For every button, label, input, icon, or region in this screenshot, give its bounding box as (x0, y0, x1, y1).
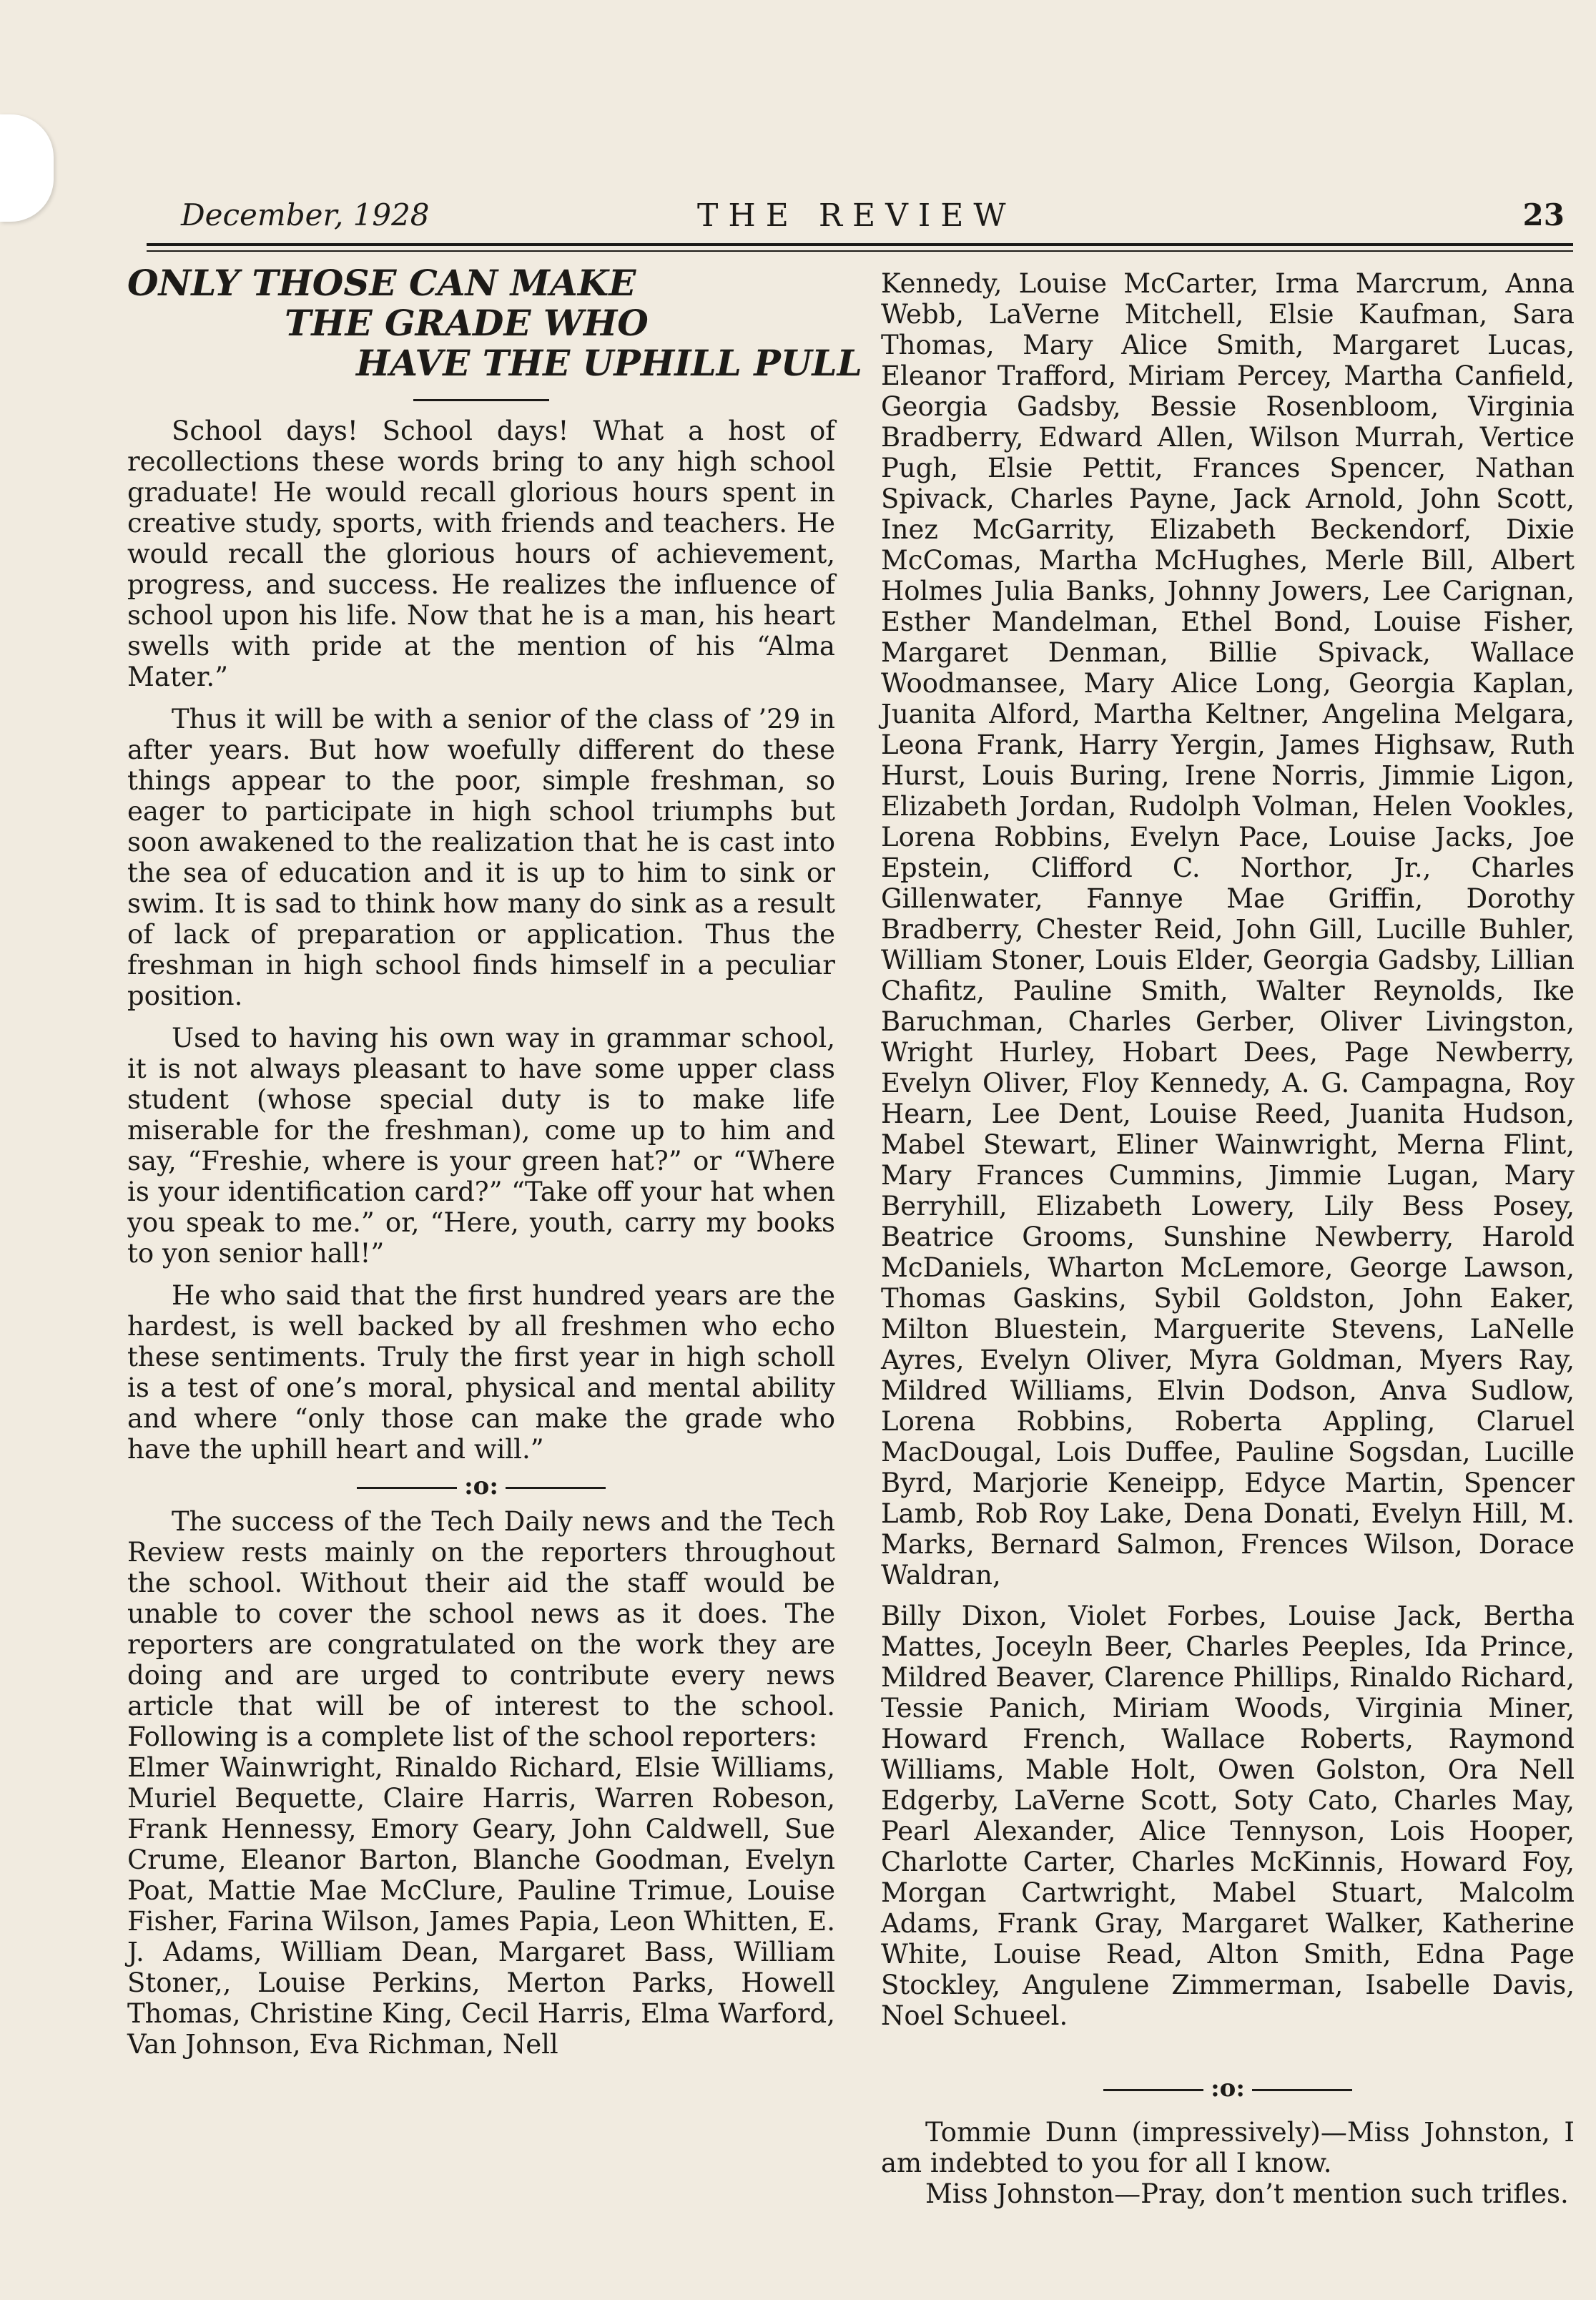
reporters-list-right-2: Billy Dixon, Violet Forbes, Louise Jack, Bertha Mattes, Joceyln Beer, Charles Peeples, Ida Prince, Mildred Beaver, Clarence Phillips, Rinaldo Richard, Tessie Panich, Miriam Woods, Virginia Miner, Howard French, Wallace Roberts, Raymond Williams, Mable Holt, Owen Golston, Ora Nell Edgerby, LaVerne Scott, Soty Cato, Charles May, Pearl Alexander, Alice Tennyson, Lois Hooper, Charlotte Carter, Charles McKinnis, Howard Foy, Morgan Cartwright, Mabel Stuart, Malcolm Adams, Frank Gray, Margaret Walker, Katherine White, Louise Read, Alton Smith, Edna Page Stockley, Angulene Zimmerman, Isabelle Davis, Noel Schueel. (881, 1601, 1575, 2031)
article-paragraph: Thus it will be with a senior of the class of ’29 in after years. But how woefully different do these things appear to the poor, simple freshman, so eager to participate in high school triumphs but soon awakened to the realization that he is cast into the sea of education and it is up to him to sink or swim. It is sad to think how many do sink as a result of lack of preparation or application. Thus the freshman in high school finds himself in a peculiar position. (127, 704, 835, 1011)
headline-line-2: THE GRADE WHO (285, 302, 649, 344)
article-paragraph: School days! School days! What a host of recollections these words bring to any high school graduate! He would recall glorious hours spent in creative study, sports, with friends and teachers. He would recall the glorious hours of achievement, progress, and success. He realizes the influence of school upon his life. Now that he is a man, his heart swells with pride at the mention of his “Alma Mater.” (127, 416, 835, 692)
header-rule-thick (147, 243, 1573, 246)
reporters-intro: The success of the Tech Daily news and the Tech Review rests mainly on the reporters throughout the school. Without their aid the staff would be unable to cover the school news as it does. The reporters are congratulated on the work they are doing and are urged to contribute every news article that will be of interest to the school. Following is a complete list of the school reporters: (127, 1506, 835, 1752)
running-header (147, 197, 1573, 240)
article-headline (127, 262, 862, 384)
headline-line-1: ONLY THOSE CAN MAKE (127, 262, 636, 304)
article-paragraph: Used to having his own way in grammar school, it is not always pleasant to have some upper class student (whose special duty is to make life miserable for the freshman), come up to him and say, “Freshie, where is your green hat?” or “Where is your identification card?” “Take off your hat when you speak to me.” or, “Here, youth, carry my books to yon senior hall!” (127, 1023, 835, 1269)
reporters-list-right-1: Kennedy, Louise McCarter, Irma Marcrum, Anna Webb, LaVerne Mitchell, Elsie Kaufman, Sara Thomas, Mary Alice Smith, Margaret Lucas, Eleanor Trafford, Miriam Percey, Martha Canfield, Georgia Gadsby, Bessie Rosenbloom, Virginia Bradberry, Edward Allen, Wilson Murrah, Vertice Pugh, Elsie Pettit, Frances Spencer, Nathan Spivack, Charles Payne, Jack Arnold, John Scott, Inez McGarrity, Elizabeth Beckendorf, Dixie McComas, Martha McHughes, Merle Bill, Albert Holmes Julia Banks, Johnny Jowers, Lee Carignan, Esther Mandelman, Ethel Bond, Louise Fisher, Margaret Denman, Billie Spivack, Wallace Woodmansee, Mary Alice Long, Georgia Kaplan, Juanita Alford, Martha Keltner, Angelina Melgara, Leona Frank, Harry Yergin, James Highsaw, Ruth Hurst, Louis Buring, Irene Norris, Jimmie Ligon, Elizabeth Jordan, Rudolph Volman, Helen Vookles, Lorena Robbins, Evelyn Pace, Louise Jacks, Joe Epstein, Clifford C. Northor, Jr., Charles Gillenwater, Fannye Mae Griffin, Dorothy Bradberry, Chester Reid, John Gill, Lucille Buhler, William Stoner, Louis Elder, Georgia Gadsby, Lillian Chafitz, Pauline Smith, Walter Reynolds, Ike Baruchman, Charles Gerber, Oliver Livingston, Wright Hurley, Hobart Dees, Page Newberry, Evelyn Oliver, Floy Kennedy, A. G. Campagna, Roy Hearn, Lee Dent, Louise Reed, Juanita Hudson, Mabel Stewart, Eliner Wainwright, Merna Flint, Mary Frances Cummins, Jimmie Lugan, Mary Berryhill, Elizabeth Lowery, Lily Bess Posey, Beatrice Grooms, Sunshine Newberry, Harold McDaniels, Wharton McLemore, George Lawson, Thomas Gaskins, Sybil Goldston, John Eaker, Milton Bluestein, Marguerite Stevens, LaNelle Ayres, Evelyn Oliver, Myra Goldman, Myers Ray, Mildred Williams, Elvin Dodson, Anva Sudlow, Lorena Robbins, Roberta Appling, Claruel MacDougal, Lois Duffee, Pauline Sogsdan, Lucille Byrd, Marjorie Keneipp, Edyce Martin, Spencer Lamb, Rob Roy Lake, Dena Donati, Evelyn Hill, M. Marks, Bernard Salmon, Frences Wilson, Dorace Waldran, (881, 268, 1575, 1591)
left-column (127, 262, 862, 2060)
page-number: 23 (1522, 197, 1565, 232)
headline-line-3: HAVE THE UPHILL PULL (356, 342, 862, 384)
article-paragraph: He who said that the first hundred years are the hardest, is well backed by all freshmen who echo these sentiments. Truly the first year in high scholl is a test of one’s moral, physical and mental ability and where “only those can make the grade who have the uphill heart and will.” (127, 1280, 835, 1465)
headline-rule (413, 399, 549, 401)
joke-line-2: Miss Johnston—Pray, don’t mention such trifles. (925, 2178, 1569, 2209)
section-separator: :o: (127, 1472, 835, 1500)
header-title: THE REVIEW (697, 197, 1016, 234)
joke-line-1: Tommie Dunn (impressively)—Miss Johnston, I am indebted to you for all I know. (881, 2117, 1575, 2178)
header-date: December, 1928 (181, 197, 430, 232)
header-rule-thin (147, 250, 1573, 252)
section-separator: :o: (881, 2074, 1575, 2103)
paper-corner (0, 114, 54, 222)
reporters-list-left: Elmer Wainwright, Rinaldo Richard, Elsie Williams, Muriel Bequette, Claire Harris, Warren Robeson, Frank Hennessy, Emory Geary, John Caldwell, Sue Crume, Eleanor Barton, Blanche Goodman, Evelyn Poat, Mattie Mae McClure, Pauline Trimue, Louise Fisher, Farina Wilson, James Papia, Leon Whitten, E. J. Adams, William Dean, Margaret Bass, William Stoner,, Louise Perkins, Merton Parks, Howell Thomas, Christine King, Cecil Harris, Elma Warford, Van Johnson, Eva Richman, Nell (127, 1752, 835, 2060)
right-column (881, 268, 1575, 2209)
